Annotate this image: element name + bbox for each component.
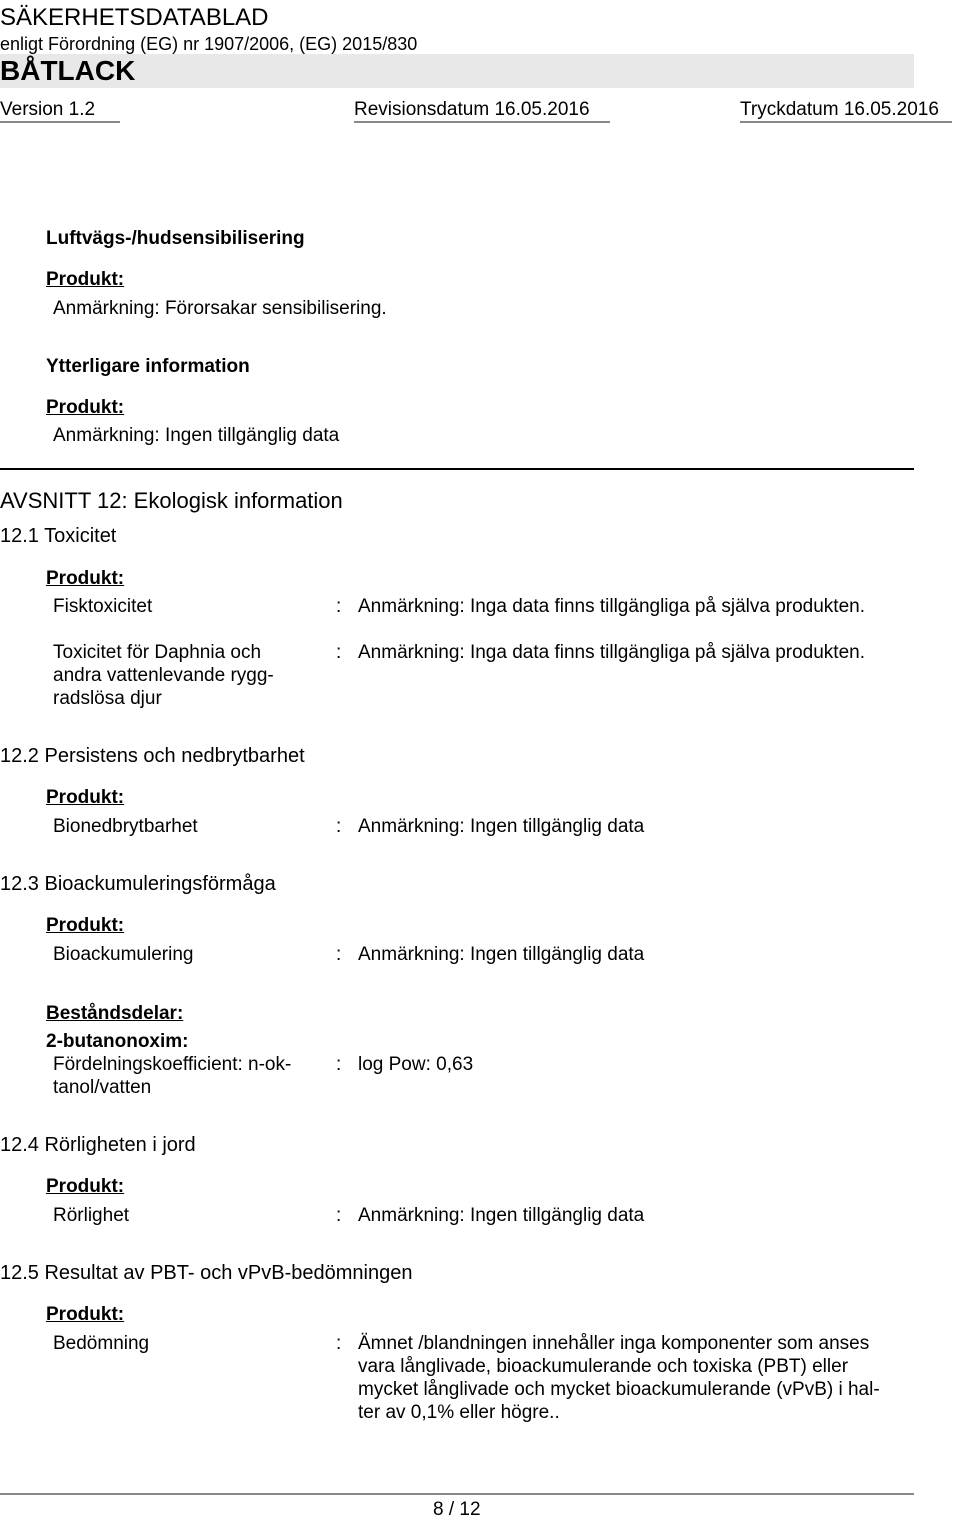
value-line: mycket långlivade och mycket bioackumulerande (vPvB) i hal- [358, 1379, 880, 1400]
colon: : [336, 944, 342, 965]
subsection-heading-mobility: 12.4 Rörligheten i jord [0, 1134, 196, 1156]
header-rule-3 [740, 121, 952, 123]
additional-info-remark: Anmärkning: Ingen tillgänglig data [53, 425, 340, 446]
product-label: Produkt: [46, 787, 125, 808]
section-divider [0, 468, 914, 470]
label-line: Fördelningskoefficient: n-ok- [53, 1054, 292, 1075]
component-name: 2-butanonoxim: [46, 1031, 189, 1052]
bioaccumulation-label: Bioackumulering [53, 944, 194, 965]
bioaccumulation-value: Anmärkning: Ingen tillgänglig data [358, 944, 645, 965]
product-name-bar [0, 54, 914, 88]
biodegradability-value: Anmärkning: Ingen tillgänglig data [358, 816, 645, 837]
product-label: Produkt: [46, 568, 125, 589]
product-label: Produkt: [46, 269, 125, 290]
revision-date: Revisionsdatum 16.05.2016 [354, 99, 590, 120]
components-label: Beståndsdelar: [46, 1003, 184, 1024]
value-line: ter av 0,1% eller högre.. [358, 1402, 560, 1423]
regulation-text: enligt Förordning (EG) nr 1907/2006, (EG) 2015/830 [0, 34, 418, 54]
label-line: tanol/vatten [53, 1077, 152, 1098]
colon: : [336, 816, 342, 837]
biodegradability-label: Bionedbrytbarhet [53, 816, 198, 837]
header-rule-1 [0, 121, 120, 123]
fish-toxicity-label: Fisktoxicitet [53, 596, 153, 617]
assessment-value [358, 1332, 918, 1424]
footer-rule [0, 1493, 914, 1495]
colon: : [336, 1333, 342, 1354]
assessment-label: Bedömning [53, 1333, 150, 1354]
sensitization-heading: Luftvägs-/hudsensibilisering [46, 228, 305, 249]
product-name: BÅTLACK [0, 55, 136, 86]
subsection-heading-toxicity: 12.1 Toxicitet [0, 525, 117, 547]
subsection-heading-pbt: 12.5 Resultat av PBT- och vPvB-bedömningen [0, 1262, 413, 1284]
label-line: radslösa djur [53, 688, 162, 709]
fish-toxicity-value: Anmärkning: Inga data finns tillgängliga på själva produkten. [358, 596, 865, 617]
label-line: Toxicitet för Daphnia och [53, 642, 262, 663]
mobility-label: Rörlighet [53, 1205, 130, 1226]
print-date: Tryckdatum 16.05.2016 [740, 99, 939, 120]
mobility-value: Anmärkning: Ingen tillgänglig data [358, 1205, 645, 1226]
subsection-heading-bioaccumulation: 12.3 Bioackumuleringsförmåga [0, 873, 276, 895]
additional-info-heading: Ytterligare information [46, 356, 250, 377]
section-title: AVSNITT 12: Ekologisk information [0, 488, 343, 513]
value-line: Ämnet /blandningen innehåller inga komponenter som anses [358, 1333, 870, 1354]
product-label: Produkt: [46, 1176, 125, 1197]
version-label: Version 1.2 [0, 99, 96, 120]
daphnia-toxicity-label [53, 641, 323, 710]
product-label: Produkt: [46, 397, 125, 418]
subsection-heading-persistence: 12.2 Persistens och nedbrytbarhet [0, 745, 305, 767]
colon: : [336, 642, 342, 663]
product-label: Produkt: [46, 1304, 125, 1325]
product-label: Produkt: [46, 915, 125, 936]
label-line: andra vattenlevande rygg- [53, 665, 274, 686]
colon: : [336, 596, 342, 617]
page-number: 8 / 12 [433, 1499, 481, 1520]
daphnia-toxicity-value: Anmärkning: Inga data finns tillgängliga på själva produkten. [358, 642, 865, 663]
colon: : [336, 1205, 342, 1226]
colon: : [336, 1054, 342, 1075]
sensitization-remark: Anmärkning: Förorsakar sensibilisering. [53, 298, 387, 319]
partition-coefficient-label [53, 1053, 323, 1099]
partition-coefficient-value: log Pow: 0,63 [358, 1054, 474, 1075]
document-title: SÄKERHETSDATABLAD [0, 4, 269, 31]
value-line: vara långlivade, bioackumulerande och toxiska (PBT) eller [358, 1356, 849, 1377]
header-rule-2 [354, 121, 610, 123]
